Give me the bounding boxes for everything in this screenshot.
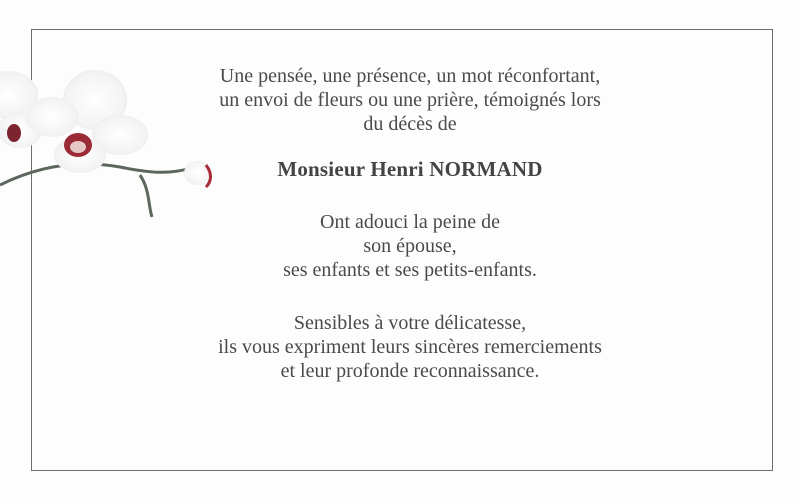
thanks-paragraph bbox=[150, 311, 670, 383]
thanks-line: Sensibles à votre délicatesse, bbox=[293, 312, 527, 334]
thanks-line: ils vous expriment leurs sincères remerciements bbox=[218, 336, 602, 358]
intro-paragraph bbox=[150, 64, 670, 136]
family-line: Ont adouci la peine de bbox=[320, 211, 500, 233]
message-text-block bbox=[150, 64, 670, 383]
family-line: ses enfants et ses petits-enfants. bbox=[283, 259, 537, 281]
intro-line: un envoi de fleurs ou une prière, témoignés lors bbox=[219, 89, 601, 111]
intro-line: Une pensée, une présence, un mot réconfortant, bbox=[219, 65, 601, 87]
deceased-name: Monsieur Henri NORMAND bbox=[277, 157, 543, 181]
intro-line: du décès de bbox=[363, 113, 457, 135]
thanks-line: et leur profonde reconnaissance. bbox=[280, 360, 540, 382]
family-line: son épouse, bbox=[363, 235, 457, 257]
family-paragraph bbox=[150, 210, 670, 282]
